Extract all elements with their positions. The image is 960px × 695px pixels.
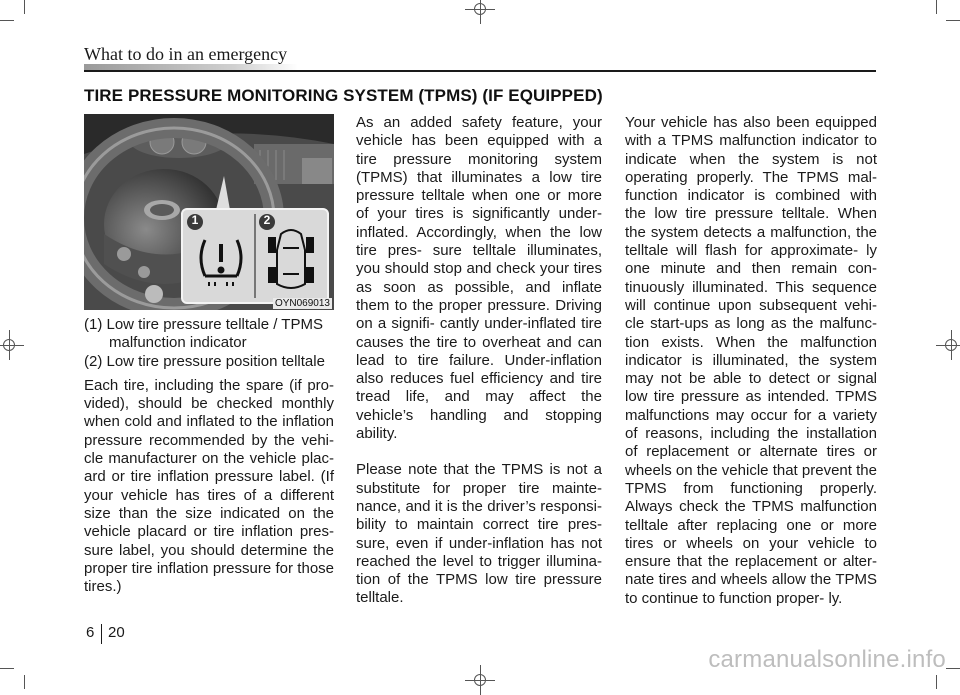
body-paragraph: Each tire, including the spare (if pro- vided), should be checked monthly when cold and inflated to the inflation pressure recommended by the vehi- cle manufacturer on the vehicle plac- ard or tire inflation pressure label. (If your vehicle has tires of a different size than the size indicated on the vehicle placard or tire inflation pres- sure label, you should determine the proper tire inflation pressure for those tires.) [84,376,334,596]
tire-position-telltale-icon [269,230,313,288]
running-head: What to do in an emergency [84,44,288,64]
footer-divider [101,624,102,644]
body-paragraph: Your vehicle has also been equipped with a TPMS malfunction indicator to indicate when the system is not operating properly. The TPMS mal- function indicator is combined with the low tire pressure telltale. When the system detects a malfunction, the telltale will flash for approximate- ly one minute and then remain con- tinuously illuminated. This sequence will continue upon subsequent vehi- cle start-ups as long as the malfunc- tion exists. When the malfunction indicator is illuminated, the system may not be able to detect or signal low tire pressure as intended. TPMS malfunctions may occur for a variety of reasons, including the installation of replacement or alternate tires or wheels on the vehicle that prevent the TPMS from functioning properly. Always check the TPMS malfunction telltale after replacing one or more tires or wheels on your vehicle to ensure that the replacement or alter- nate tires and wheels allow the TPMS to continue to function proper- ly. [625,114,877,607]
registration-mark-icon [0,336,18,354]
callout-2: 2 [263,213,271,227]
column-2 [356,114,602,608]
tpms-low-pressure-telltale-icon [201,240,241,286]
section-title: TIRE PRESSURE MONITORING SYSTEM (TPMS) (IF EQUIPPED) [84,86,603,105]
watermark: carmanualsonline.info [708,646,946,673]
body-paragraph: Please note that the TPMS is not a substitute for proper tire mainte- nance, and it is the driver’s responsi- bility to maintain correct tire pres- sure, even if under-inflation has not reached the level to trigger illumina- tion of the TPMS low tire pressure telltale. [356,461,602,607]
registration-mark-icon [942,336,960,354]
crop-mark [946,20,960,21]
crop-mark [946,668,960,669]
chapter-number: 6 [86,624,95,641]
crop-mark [936,0,937,14]
dashboard-figure [84,114,334,310]
crop-mark [936,675,937,689]
figure-caption: (1) Low tire pressure telltale / TPMS malfunction indicator [84,316,323,352]
crop-mark [0,20,14,21]
crop-mark [24,675,25,689]
crop-mark [24,0,25,14]
callout-1: 1 [191,213,199,227]
figure-caption: (2) Low tire pressure position telltale [84,352,325,370]
body-paragraph: As an added safety feature, your vehicle has been equipped with a tire pressure monitoring system (TPMS) that illuminates a low tire pressure telltale when one or more of your tires is significantly under-inflated. Accordingly, when the low tire pres- sure telltale illuminates, you should stop and check your tires as soon as possible, and inflate them to the proper pressure. Driving on a signifi- cantly under-inflated tire causes the tire to overheat and can lead to tire failure. Under-inflation also reduces fuel efficiency and tire tread life, and may affect the vehicle’s handling and stopping ability. [356,114,602,443]
telltale-inset [181,208,329,304]
column-3 [625,114,877,608]
column-1 [84,316,334,596]
registration-mark-icon [471,671,489,689]
crop-mark [0,668,14,669]
header-rule [84,70,876,72]
telltale-graphics [183,210,327,302]
figure-code: OYN069013 [274,298,330,309]
registration-mark-icon [471,0,489,18]
page-number: 20 [108,624,125,641]
